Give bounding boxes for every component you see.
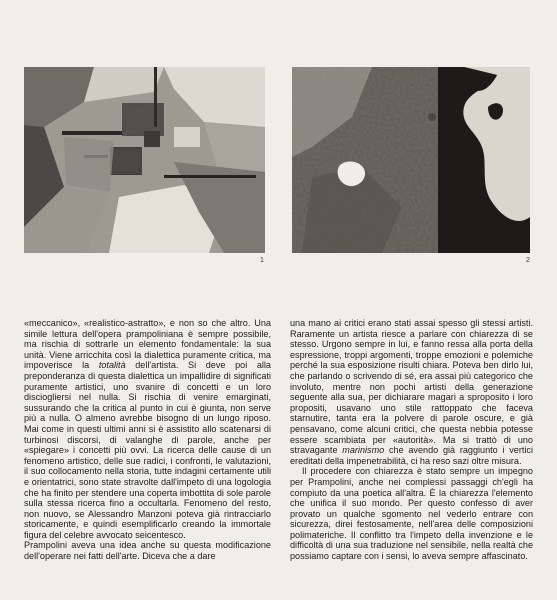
text-column-left — [24, 318, 271, 562]
right-paragraph-1-italic: marinismo — [342, 445, 385, 456]
figure-2-artwork — [292, 67, 530, 253]
right-paragraph-2: Il procedere con chiarezza è stato sempre un impegno per Prampolini, anche nei complessi passaggi ch'egli ha compiuto da una poetica all'altra. È la chiarezza l'elemento che unifica il suo mondo. Per questo confesso di aver provato un qualche sgomento nel vederlo entrare con sicurezza, direi festosamente, nell'area delle composizioni polimateriche. Il conflitto tra l'impeto della invenzione e le difficoltà di una sua traduzione nel sensibile, nella realtà che possiamo captare con i sensi, lo aveva sempre affascinato. — [290, 466, 533, 562]
text-column-right — [290, 318, 533, 562]
left-paragraph-1 — [24, 318, 271, 540]
right-paragraph-1-text-a: una mano ai critici erano stati assai spesso gli stessi artisti. Raramente un artista riesce a parlare con chiarezza di se stesso. Urgono sempre in lui, e fanno ressa alla porta della espressione, troppi argomenti, troppe emozioni e polemiche perché la sua esposizione risulti chiara. Poteva ben dirlo lui, che parlando o scrivendo di sé, era assai più categorico che involuto, mentre non pochi artisti della generazione seguente alla sua, per dichiarare magari a sproposito i loro propositi, usavano uno stile rattoppato che faceva starnutire, tanta era la polvere di parole oscure, e già pensavano, come alcuni critici, che questa nebbia potesse essere scambiata per «autorità». Ma si trattò di uno stravagante — [290, 318, 533, 456]
figure-2-number: 2 — [526, 257, 530, 264]
left-paragraph-1-italic: totalità — [98, 360, 126, 371]
figure-1-number: 1 — [260, 257, 264, 264]
left-paragraph-1-text-b: dell'artista. Si deve poi alla preponderanza di questa dialettica un impallidire di significati puramente artistici, uno svanire di concetti e un loro disciogliersi nel nulla. Si rischia di venire emarginati, sussurando che la critica al punto in cui è giunta, non serve più a nulla. O almeno avrebbe bisogno di un lungo riposo. Mai come in questi ultimi anni si è assistito allo scatenarsi di turbinosi discorsi, di valanghe di parole, anche per «spiegare» i concetti più ovvi. La ricerca delle cause di un fenomeno artistico, delle sue radici, i confronti, le valutazioni, il suo collocamento nella storia, tutte indagini certamente utili e orientatrici, sono state stravolte dall'impeto di una logologia che ha finito per stendere una coperta imbottita di sole parole sulla stessa ricerca fino a occultarla. Fenomeno del resto, non nuovo, se Alessandro Manzoni poteva già rintracciarlo storicamente, e quindi esemplificarlo creando la immortale figura del celebre avvocato seicentesco. — [24, 360, 271, 540]
figure-1-image — [24, 67, 265, 253]
left-paragraph-1-text-a: «meccanico», «realistico-astratto», e non so che altro. Una simile lettura dell'opera prampoliniana è sempre possibile, ma rischia di sottrarle un elemento fondamentale: la sua unità. Viene arricchita così la dialettica puramente critica, ma impoverisce la — [24, 318, 271, 371]
figure-2-image — [292, 67, 530, 253]
right-paragraph-1 — [290, 318, 533, 466]
figure-1-artwork — [24, 67, 265, 253]
right-paragraph-1-text-b: che avendo già raggiunto i vertici ereditati della impenetrabilità, ci ha reso sazi oltre misura. — [290, 445, 533, 466]
left-paragraph-2: Prampolini aveva una idea anche su questa modificazione dell'operare nei fatti dell'arte. Diceva che a dare — [24, 540, 271, 562]
